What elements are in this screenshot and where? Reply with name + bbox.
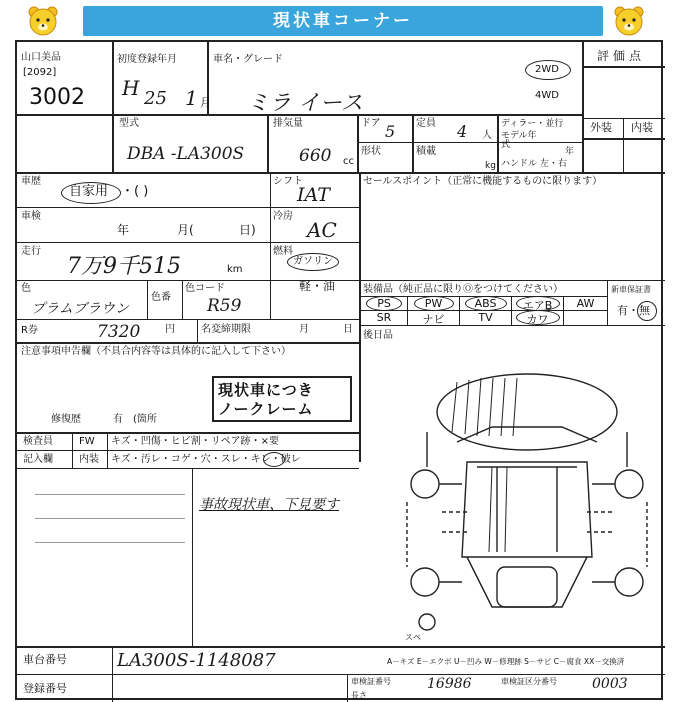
shift-value: IAT xyxy=(297,184,330,206)
car-diagram xyxy=(397,372,657,637)
spare-label: スペ xyxy=(405,633,421,642)
color-code-value: R59 xyxy=(207,296,242,316)
equip-tv: TV xyxy=(478,311,493,324)
capacity-unit: 人 xyxy=(482,130,492,141)
entry-interior: 内装 xyxy=(79,454,99,465)
drive-4wd: 4WD xyxy=(535,90,559,101)
equip-sr: SR xyxy=(376,311,392,324)
renewal-day: 日 xyxy=(343,324,353,335)
shape-label: 形状 xyxy=(361,146,381,157)
repair-value: 有 xyxy=(113,414,123,425)
mileage-label: 走行 xyxy=(21,246,41,257)
ac-label: 冷房 xyxy=(273,211,293,222)
later-fit-label: 後日品 xyxy=(363,330,393,341)
equip-leather: カワ xyxy=(526,313,549,326)
first-reg-era: H xyxy=(122,76,140,100)
recycle-label: R券 xyxy=(21,325,38,336)
usage-paren: ・( ) xyxy=(121,184,149,199)
auction-sheet xyxy=(15,40,663,700)
bear-mascot-icon xyxy=(612,4,646,38)
repair-label: 修復歴 xyxy=(51,414,81,425)
model-year-unit: 年 xyxy=(565,147,575,157)
model-name-value: ミラ イース xyxy=(247,91,363,116)
renewal-label: 名変締期限 xyxy=(201,324,251,335)
chassis-label: 車台番号 xyxy=(23,653,67,666)
damage-legend: A－キズ E－エクボ U－凹み W－修理跡 S－サビ C－腐食 XX－交換済 xyxy=(387,657,625,666)
equipment-label: 装備品（純正品に限りⓄをつけてください） xyxy=(363,284,563,295)
header-title: 現状車コーナー xyxy=(83,6,603,36)
recycle-value: 7320 xyxy=(97,322,141,342)
class-label: 車検証区分番号 xyxy=(501,677,557,686)
entry-items: キズ・汚レ・コゲ・穴・スレ・キレ・破レ xyxy=(111,454,301,465)
stamp-line1: 現状車につき xyxy=(218,381,314,399)
first-reg-label: 初度登録年月 xyxy=(117,54,177,65)
first-reg-year: 25 xyxy=(144,88,167,109)
equip-navi: ナビ xyxy=(422,313,445,326)
rating-exterior: 外装 xyxy=(590,121,612,134)
displacement-label: 排気量 xyxy=(273,118,303,129)
usage-label: 車歴 xyxy=(21,176,41,187)
fuel-label: 燃料 xyxy=(273,246,293,257)
warranty-value: 有・無 xyxy=(617,304,650,317)
displacement-unit: cc xyxy=(343,156,354,167)
color-code-label: 色コード xyxy=(185,283,225,294)
equip-pw: PW xyxy=(424,297,443,310)
ac-value: AC xyxy=(307,218,337,242)
header xyxy=(0,0,700,42)
doors-value: 5 xyxy=(385,122,396,141)
notes-label: 注意事項申告欄（不具合内容等は具体的に記入して下さい） xyxy=(21,346,291,357)
stamp-box xyxy=(212,376,352,422)
usage-value: 自家用 xyxy=(69,184,109,199)
load-unit: kg xyxy=(485,161,496,171)
inspector-fw: FW xyxy=(79,436,95,447)
warranty-label: 新車保証書 xyxy=(611,285,651,294)
model-name-label: 車名・グレード xyxy=(213,54,283,65)
bear-mascot-icon xyxy=(26,4,60,38)
equip-aw: AW xyxy=(576,297,595,310)
repair-paren: (箇所 xyxy=(133,414,157,425)
first-reg-month: 1 xyxy=(185,86,198,110)
entry-label: 記入欄 xyxy=(23,454,53,465)
inspector-label: 検査員 xyxy=(23,436,53,447)
inspection-day: 日) xyxy=(239,223,256,237)
first-reg-month-unit: 月 xyxy=(200,96,211,109)
rating-label: 評価点 xyxy=(597,49,646,63)
mileage-unit: km xyxy=(227,264,243,275)
color-value: プラムブラウン xyxy=(31,301,129,317)
displacement-value: 660 xyxy=(299,146,332,166)
lot-code: [2092] xyxy=(23,67,57,78)
type-label: 型式 xyxy=(119,118,139,129)
fuel-value: ガソリン xyxy=(293,256,333,267)
handle-label: ハンドル 左・右 xyxy=(501,159,567,169)
drive-2wd: 2WD xyxy=(535,64,559,75)
dealer-label: ディラー・並行 xyxy=(501,119,564,129)
renewal-month: 月 xyxy=(299,324,309,335)
inspector-items: キズ・凹傷・ヒビ割・リペア跡・×要 xyxy=(111,436,279,447)
rating-interior: 内装 xyxy=(631,121,653,134)
equip-airbag: エアB xyxy=(522,299,553,312)
unit-no-label: 車検証番号 xyxy=(351,677,391,686)
lot-top-label: 山口美品 xyxy=(21,52,61,63)
mileage-value: 7万9千515 xyxy=(67,254,181,279)
shift-label: シフト xyxy=(273,176,303,187)
load-label: 積載 xyxy=(416,146,436,157)
color-label: 色 xyxy=(21,283,31,294)
capacity-label: 定員 xyxy=(416,118,436,129)
inspection-label: 車検 xyxy=(21,211,41,222)
equip-abs: ABS xyxy=(474,297,497,310)
chassis-value: LA300S-1148087 xyxy=(117,650,276,671)
lot-number: 3002 xyxy=(29,85,85,110)
model-year-label: モデル年式 xyxy=(501,131,537,150)
sales-point-label: セールスポイント（正常に機能するものに限ります） xyxy=(363,176,603,187)
registration-label: 登録番号 xyxy=(23,682,67,695)
class-value: 0003 xyxy=(592,676,628,692)
recycle-unit: 円 xyxy=(165,324,175,335)
equip-ps: PS xyxy=(377,297,391,310)
inspection-month: 月( xyxy=(177,223,194,237)
doors-label: ドア xyxy=(361,118,381,129)
handwritten-note: 事故現状車、下見要す xyxy=(199,497,339,513)
stamp-line2: ノークレーム xyxy=(218,400,314,418)
inspection-year: 年 xyxy=(117,223,130,237)
color-no-label: 色番 xyxy=(151,292,171,303)
fuel-other: 軽・油 xyxy=(299,279,336,293)
unit-no-value: 16986 xyxy=(427,676,472,692)
length-label: 長さ xyxy=(351,691,367,700)
capacity-value: 4 xyxy=(457,122,468,141)
type-value: DBA -LA300S xyxy=(127,144,245,164)
